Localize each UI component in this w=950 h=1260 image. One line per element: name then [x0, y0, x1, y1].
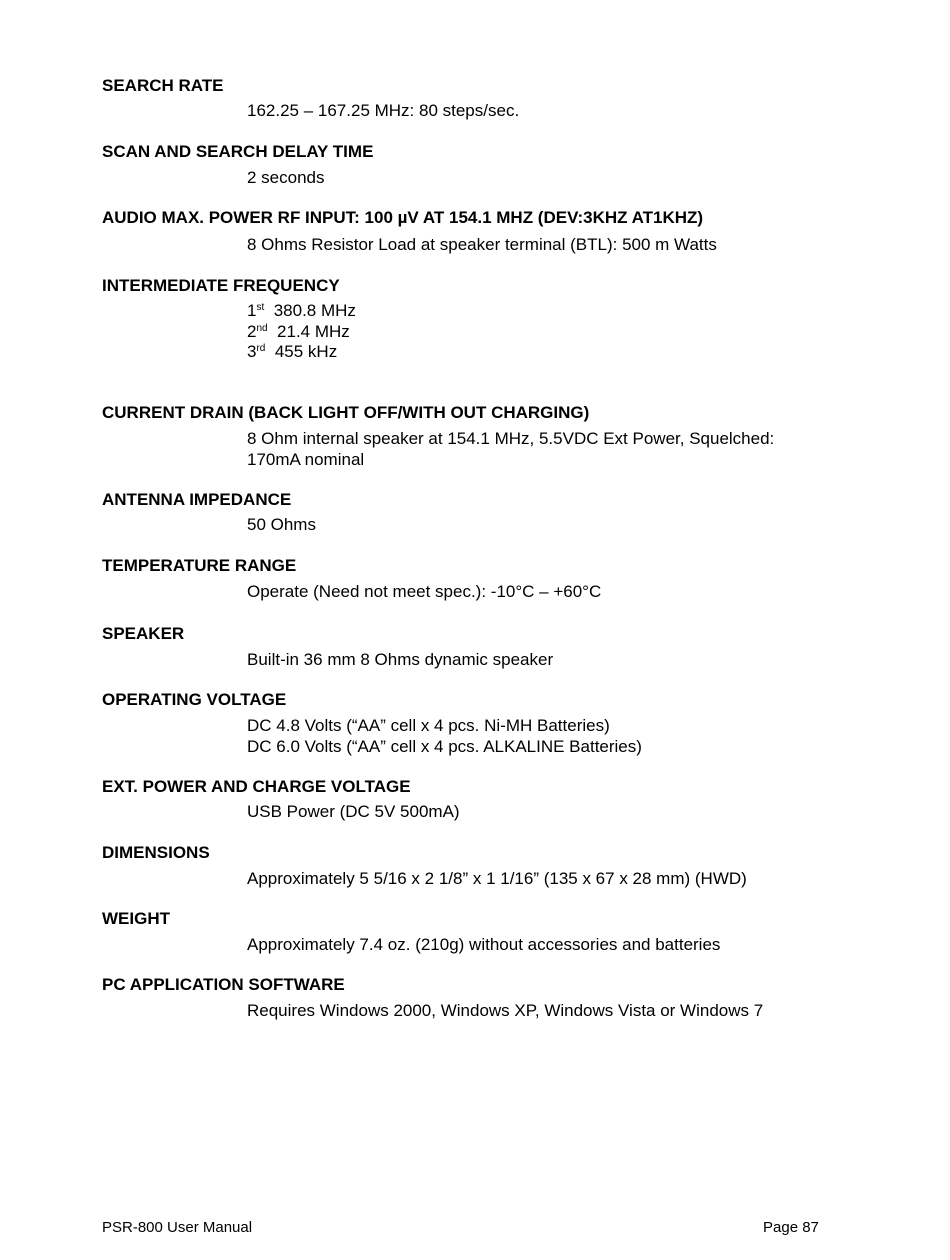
current-drain-value [247, 429, 774, 470]
audio-power-value: 8 Ohms Resistor Load at speaker terminal (BTL): 500 m Watts [247, 235, 717, 254]
current-drain-line-1: 8 Ohm internal speaker at 154.1 MHz, 5.5VDC Ext Power, Squelched: [247, 429, 775, 448]
speaker-value: Built-in 36 mm 8 Ohms dynamic speaker [247, 650, 554, 669]
weight-value: Approximately 7.4 oz. (210g) without accessories and batteries [247, 935, 721, 954]
temperature-range-value: Operate (Need not meet spec.): -10°C – +60°C [247, 582, 602, 601]
if-second-line: 2nd 21.4 MHz [247, 321, 350, 341]
ext-power-heading: EXT. POWER AND CHARGE VOLTAGE [102, 777, 411, 796]
ext-power-value: USB Power (DC 5V 500mA) [247, 802, 460, 821]
antenna-impedance-value: 50 Ohms [247, 515, 316, 534]
intermediate-frequency-heading: INTERMEDIATE FREQUENCY [102, 276, 340, 295]
dimensions-value: Approximately 5 5/16 x 2 1/8” x 1 1/16” (135 x 67 x 28 mm) (HWD) [247, 869, 747, 888]
search-rate-value: 162.25 – 167.25 MHz: 80 steps/sec. [247, 101, 520, 120]
antenna-impedance-heading: ANTENNA IMPEDANCE [102, 490, 292, 509]
operating-voltage-heading: OPERATING VOLTAGE [102, 690, 287, 709]
scan-delay-value: 2 seconds [247, 168, 325, 187]
pc-software-heading: PC APPLICATION SOFTWARE [102, 975, 345, 994]
if-third-line: 3rd 455 kHz [247, 342, 338, 361]
current-drain-line-2: 170mA nominal [247, 449, 365, 469]
footer-manual-title: PSR-800 User Manual [102, 1219, 253, 1236]
temperature-range-heading: TEMPERATURE RANGE [102, 556, 297, 575]
speaker-heading: SPEAKER [102, 624, 185, 643]
current-drain-heading: CURRENT DRAIN (BACK LIGHT OFF/WITH OUT CHARGING) [102, 403, 590, 422]
pc-software-value: Requires Windows 2000, Windows XP, Windows Vista or Windows 7 [247, 1001, 764, 1020]
intermediate-frequency-list [247, 301, 356, 363]
search-rate-heading: SEARCH RATE [102, 76, 224, 95]
operating-voltage-line-1: DC 4.8 Volts (“AA” cell x 4 pcs. Ni-MH Batteries) [247, 716, 610, 735]
operating-voltage-value [247, 716, 642, 757]
audio-power-heading: AUDIO MAX. POWER RF INPUT: 100 µV AT 154.1 MHZ (DEV:3KHZ AT1KHZ) [102, 208, 704, 227]
operating-voltage-line-2: DC 6.0 Volts (“AA” cell x 4 pcs. ALKALINE Batteries) [247, 736, 642, 756]
if-first-line: 1st 380.8 MHz [247, 301, 356, 320]
scan-delay-heading: SCAN AND SEARCH DELAY TIME [102, 142, 374, 161]
dimensions-heading: DIMENSIONS [102, 843, 210, 862]
footer-page-number: Page 87 [763, 1219, 819, 1236]
weight-heading: WEIGHT [102, 909, 170, 928]
